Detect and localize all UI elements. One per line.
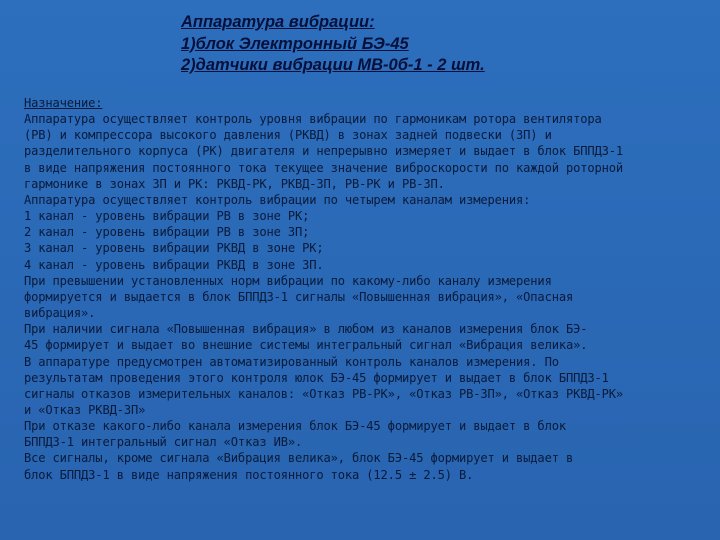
body-line: 45 формирует и выдает во внешние системы интегральный сигнал «Вибрация велика». bbox=[24, 338, 588, 353]
body-line: Все сигналы, кроме сигнала «Вибрация велика», блок БЭ-45 формирует и выдает в bbox=[24, 451, 574, 466]
body-line: вибрация». bbox=[24, 306, 96, 321]
body-line: разделительного корпуса (РК) двигателя и непрерывно измеряет и выдает в блок БППДЗ-1 bbox=[24, 144, 624, 159]
title-line-1: Аппаратура вибрации: bbox=[181, 13, 375, 31]
body-line: формируется и выдается в блок БППДЗ-1 сигналы «Повышенная вибрация», «Опасная bbox=[24, 289, 574, 304]
purpose-heading: Назначение: bbox=[24, 96, 103, 110]
body-line: (РВ) и компрессора высокого давления (РКВД) в зонах задней подвески (ЗП) и bbox=[24, 128, 552, 143]
slide-body-text bbox=[24, 95, 714, 483]
title-line-3: 2)датчики вибрации МВ-0б-1 - 2 шт. bbox=[181, 56, 485, 74]
channel-line: 1 канал - уровень вибрации РВ в зоне РК; bbox=[24, 209, 310, 224]
channel-line: 3 канал - уровень вибрации РКВД в зоне РК; bbox=[24, 241, 324, 256]
channel-line: 4 канал - уровень вибрации РКВД в зоне ЗП. bbox=[24, 257, 324, 272]
body-line: результатам проведения этого контроля юлок БЭ-45 формирует и выдает в блок БППДЗ-1 bbox=[24, 370, 609, 385]
body-line: При отказе какого-либо канала измерения блок БЭ-45 формирует и выдает в блок bbox=[24, 419, 566, 434]
body-line: В аппаратуре предусмотрен автоматизированный контроль каналов измерения. По bbox=[24, 354, 559, 369]
body-line: БППДЗ-1 интегральный сигнал «Отказ ИВ». bbox=[24, 435, 303, 450]
body-line: Аппаратура осуществляет контроль уровня вибрации по гармоникам ротора вентилятора bbox=[24, 112, 602, 127]
title-line-2: 1)блок Электронный БЭ-45 bbox=[181, 34, 409, 53]
body-line: в виде напряжения постоянного тока текущее значение виброскорости по каждой роторной bbox=[24, 160, 624, 175]
body-line: Аппаратура осуществляет контроль вибрации по четырем каналам измерения: bbox=[24, 192, 531, 207]
body-line: При наличии сигнала «Повышенная вибрация» в любом из каналов измерения блок БЭ- bbox=[24, 322, 588, 337]
channel-line: 2 канал - уровень вибрации РВ в зоне ЗП; bbox=[24, 225, 310, 240]
body-line: и «Отказ РКВД-ЗП» bbox=[24, 402, 146, 417]
body-line: блок БППДЗ-1 в виде напряжения постоянного тока (12.5 ± 2.5) В. bbox=[24, 467, 474, 482]
body-line: гармонике в зонах ЗП и РК: РКВД-РК, РКВД-ЗП, РВ-РК и РВ-ЗП. bbox=[24, 176, 445, 191]
body-line: При превышении установленных норм вибрации по какому-либо каналу измерения bbox=[24, 273, 552, 288]
body-line: сигналы отказов измерительных каналов: «Отказ РВ-РК», «Отказ РВ-ЗП», «Отказ РКВД-РК» bbox=[24, 386, 624, 401]
slide-title bbox=[181, 12, 701, 77]
